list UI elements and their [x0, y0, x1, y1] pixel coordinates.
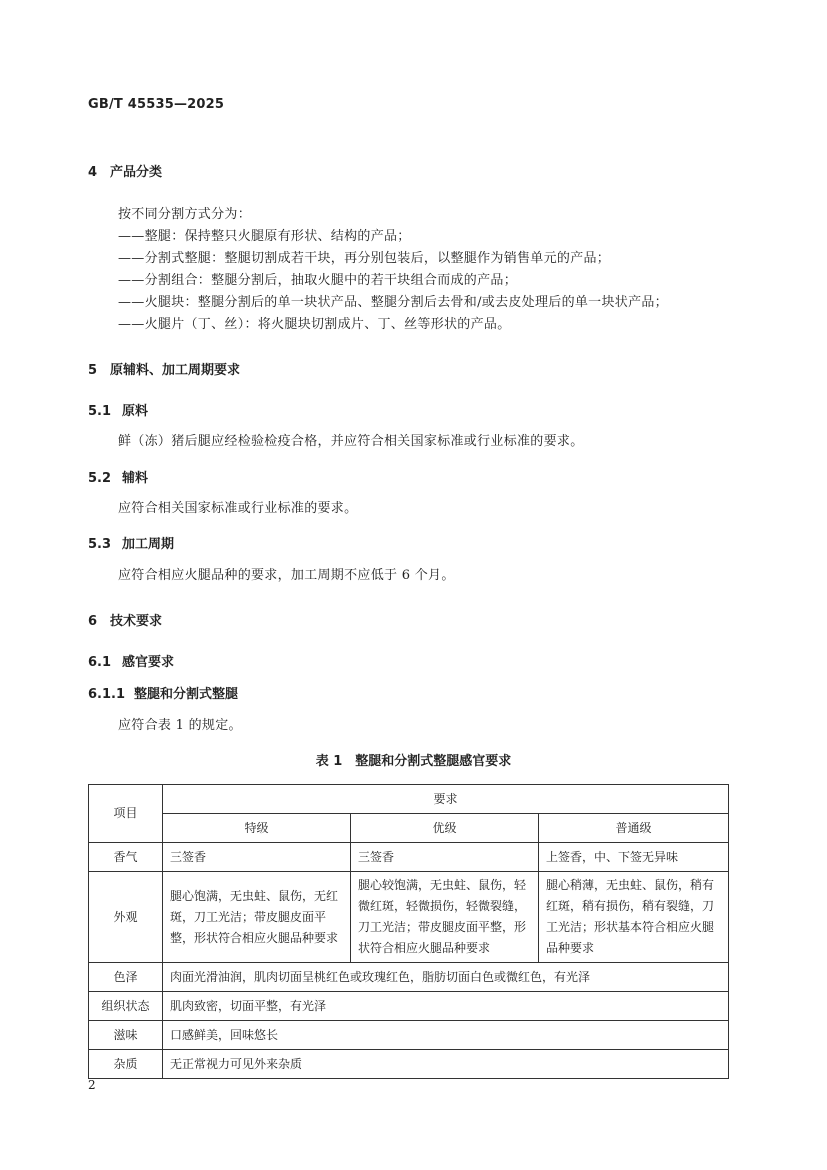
header-grade-standard: 普通级	[539, 814, 729, 843]
section-title: 加工周期	[122, 537, 175, 552]
table-row-color	[89, 963, 729, 992]
section-5-1-heading	[88, 400, 148, 419]
section-5-2-heading	[88, 467, 148, 486]
classification-intro: 按不同分割方式分为：	[118, 207, 252, 222]
section-number: 4	[88, 165, 98, 180]
cell-premium: 三签香	[163, 843, 351, 872]
section-4-heading	[88, 161, 162, 180]
section-5-heading	[88, 359, 240, 378]
section-5-3-heading	[88, 533, 174, 552]
cell-standard: 上签香，中、下签无异味	[539, 843, 729, 872]
section-title: 感官要求	[122, 655, 175, 670]
section-title: 技术要求	[110, 614, 163, 629]
section-title: 产品分类	[110, 165, 163, 180]
classification-item: ——分割式整腿：整腿切割成若干块，再分别包装后，以整腿作为销售单元的产品；	[118, 251, 611, 266]
table-row-impurity	[89, 1050, 729, 1079]
section-number: 5.2	[88, 471, 112, 486]
cell-superior: 腿心较饱满，无虫蛀、鼠伤，轻微红斑，轻微损伤，轻微裂缝，刀工光洁；带皮腿皮面平整，形状符合相应火腿品种要求	[351, 872, 539, 963]
classification-item: ——整腿：保持整只火腿原有形状、结构的产品；	[118, 229, 411, 244]
classification-item: ——火腿片（丁、丝）：将火腿块切割成片、丁、丝等形状的产品。	[118, 317, 511, 332]
row-label: 组织状态	[89, 992, 163, 1021]
section-title: 辅料	[122, 471, 149, 486]
row-label: 色泽	[89, 963, 163, 992]
raw-material-text: 鲜（冻）猪后腿应经检验检疫合格，并应符合相关国家标准或行业标准的要求。	[118, 434, 584, 449]
page-number: 2	[88, 1078, 96, 1092]
section-number: 6.1	[88, 655, 112, 670]
row-label: 香气	[89, 843, 163, 872]
section-title: 原辅料、加工周期要求	[110, 363, 241, 378]
cell-value: 肌肉致密，切面平整，有光泽	[163, 992, 729, 1021]
table-reference-text: 应符合表 1 的规定。	[118, 718, 242, 733]
table-row-texture	[89, 992, 729, 1021]
cell-premium: 腿心饱满，无虫蛀、鼠伤，无红斑，刀工光洁；带皮腿皮面平整，形状符合相应火腿品种要求	[163, 872, 351, 963]
table-row-appearance	[89, 872, 729, 963]
header-grade-premium: 特级	[163, 814, 351, 843]
section-6-heading	[88, 610, 162, 629]
auxiliary-material-text: 应符合相关国家标准或行业标准的要求。	[118, 501, 358, 516]
section-number: 6.1.1	[88, 687, 126, 702]
header-grade-superior: 优级	[351, 814, 539, 843]
row-label: 杂质	[89, 1050, 163, 1079]
section-title: 整腿和分割式整腿	[134, 687, 239, 702]
table-header-row	[89, 785, 729, 814]
row-label: 滋味	[89, 1021, 163, 1050]
table-row-taste	[89, 1021, 729, 1050]
classification-item: ——火腿块：整腿分割后的单一块状产品、整腿分割后去骨和/或去皮处理后的单一块状产品；	[118, 295, 668, 310]
standard-number-header: GB/T 45535—2025	[88, 97, 225, 112]
cell-value: 无正常视力可见外来杂质	[163, 1050, 729, 1079]
section-number: 5.3	[88, 537, 112, 552]
classification-item: ——分割组合：整腿分割后，抽取火腿中的若干块组合而成的产品；	[118, 273, 518, 288]
processing-period-text: 应符合相应火腿品种的要求，加工周期不应低于 6 个月。	[118, 568, 455, 583]
section-number: 6	[88, 614, 98, 629]
sensory-requirements-table	[88, 784, 729, 1079]
table-caption: 表 1 整腿和分割式整腿感官要求	[315, 754, 512, 769]
section-number: 5.1	[88, 404, 112, 419]
header-item: 项目	[89, 785, 163, 843]
cell-superior: 三签香	[351, 843, 539, 872]
cell-value: 口感鲜美，回味悠长	[163, 1021, 729, 1050]
table-grade-row	[89, 814, 729, 843]
cell-value: 肉面光滑油润，肌肉切面呈桃红色或玫瑰红色，脂肪切面白色或微红色，有光泽	[163, 963, 729, 992]
table-row-aroma	[89, 843, 729, 872]
row-label: 外观	[89, 872, 163, 963]
section-6-1-1-heading	[88, 683, 238, 702]
section-title: 原料	[122, 404, 149, 419]
section-number: 5	[88, 363, 98, 378]
cell-standard: 腿心稍薄，无虫蛀、鼠伤，稍有红斑，稍有损伤，稍有裂缝，刀工光洁；形状基本符合相应火腿品种要求	[539, 872, 729, 963]
header-requirement: 要求	[163, 785, 729, 814]
section-6-1-heading	[88, 651, 174, 670]
